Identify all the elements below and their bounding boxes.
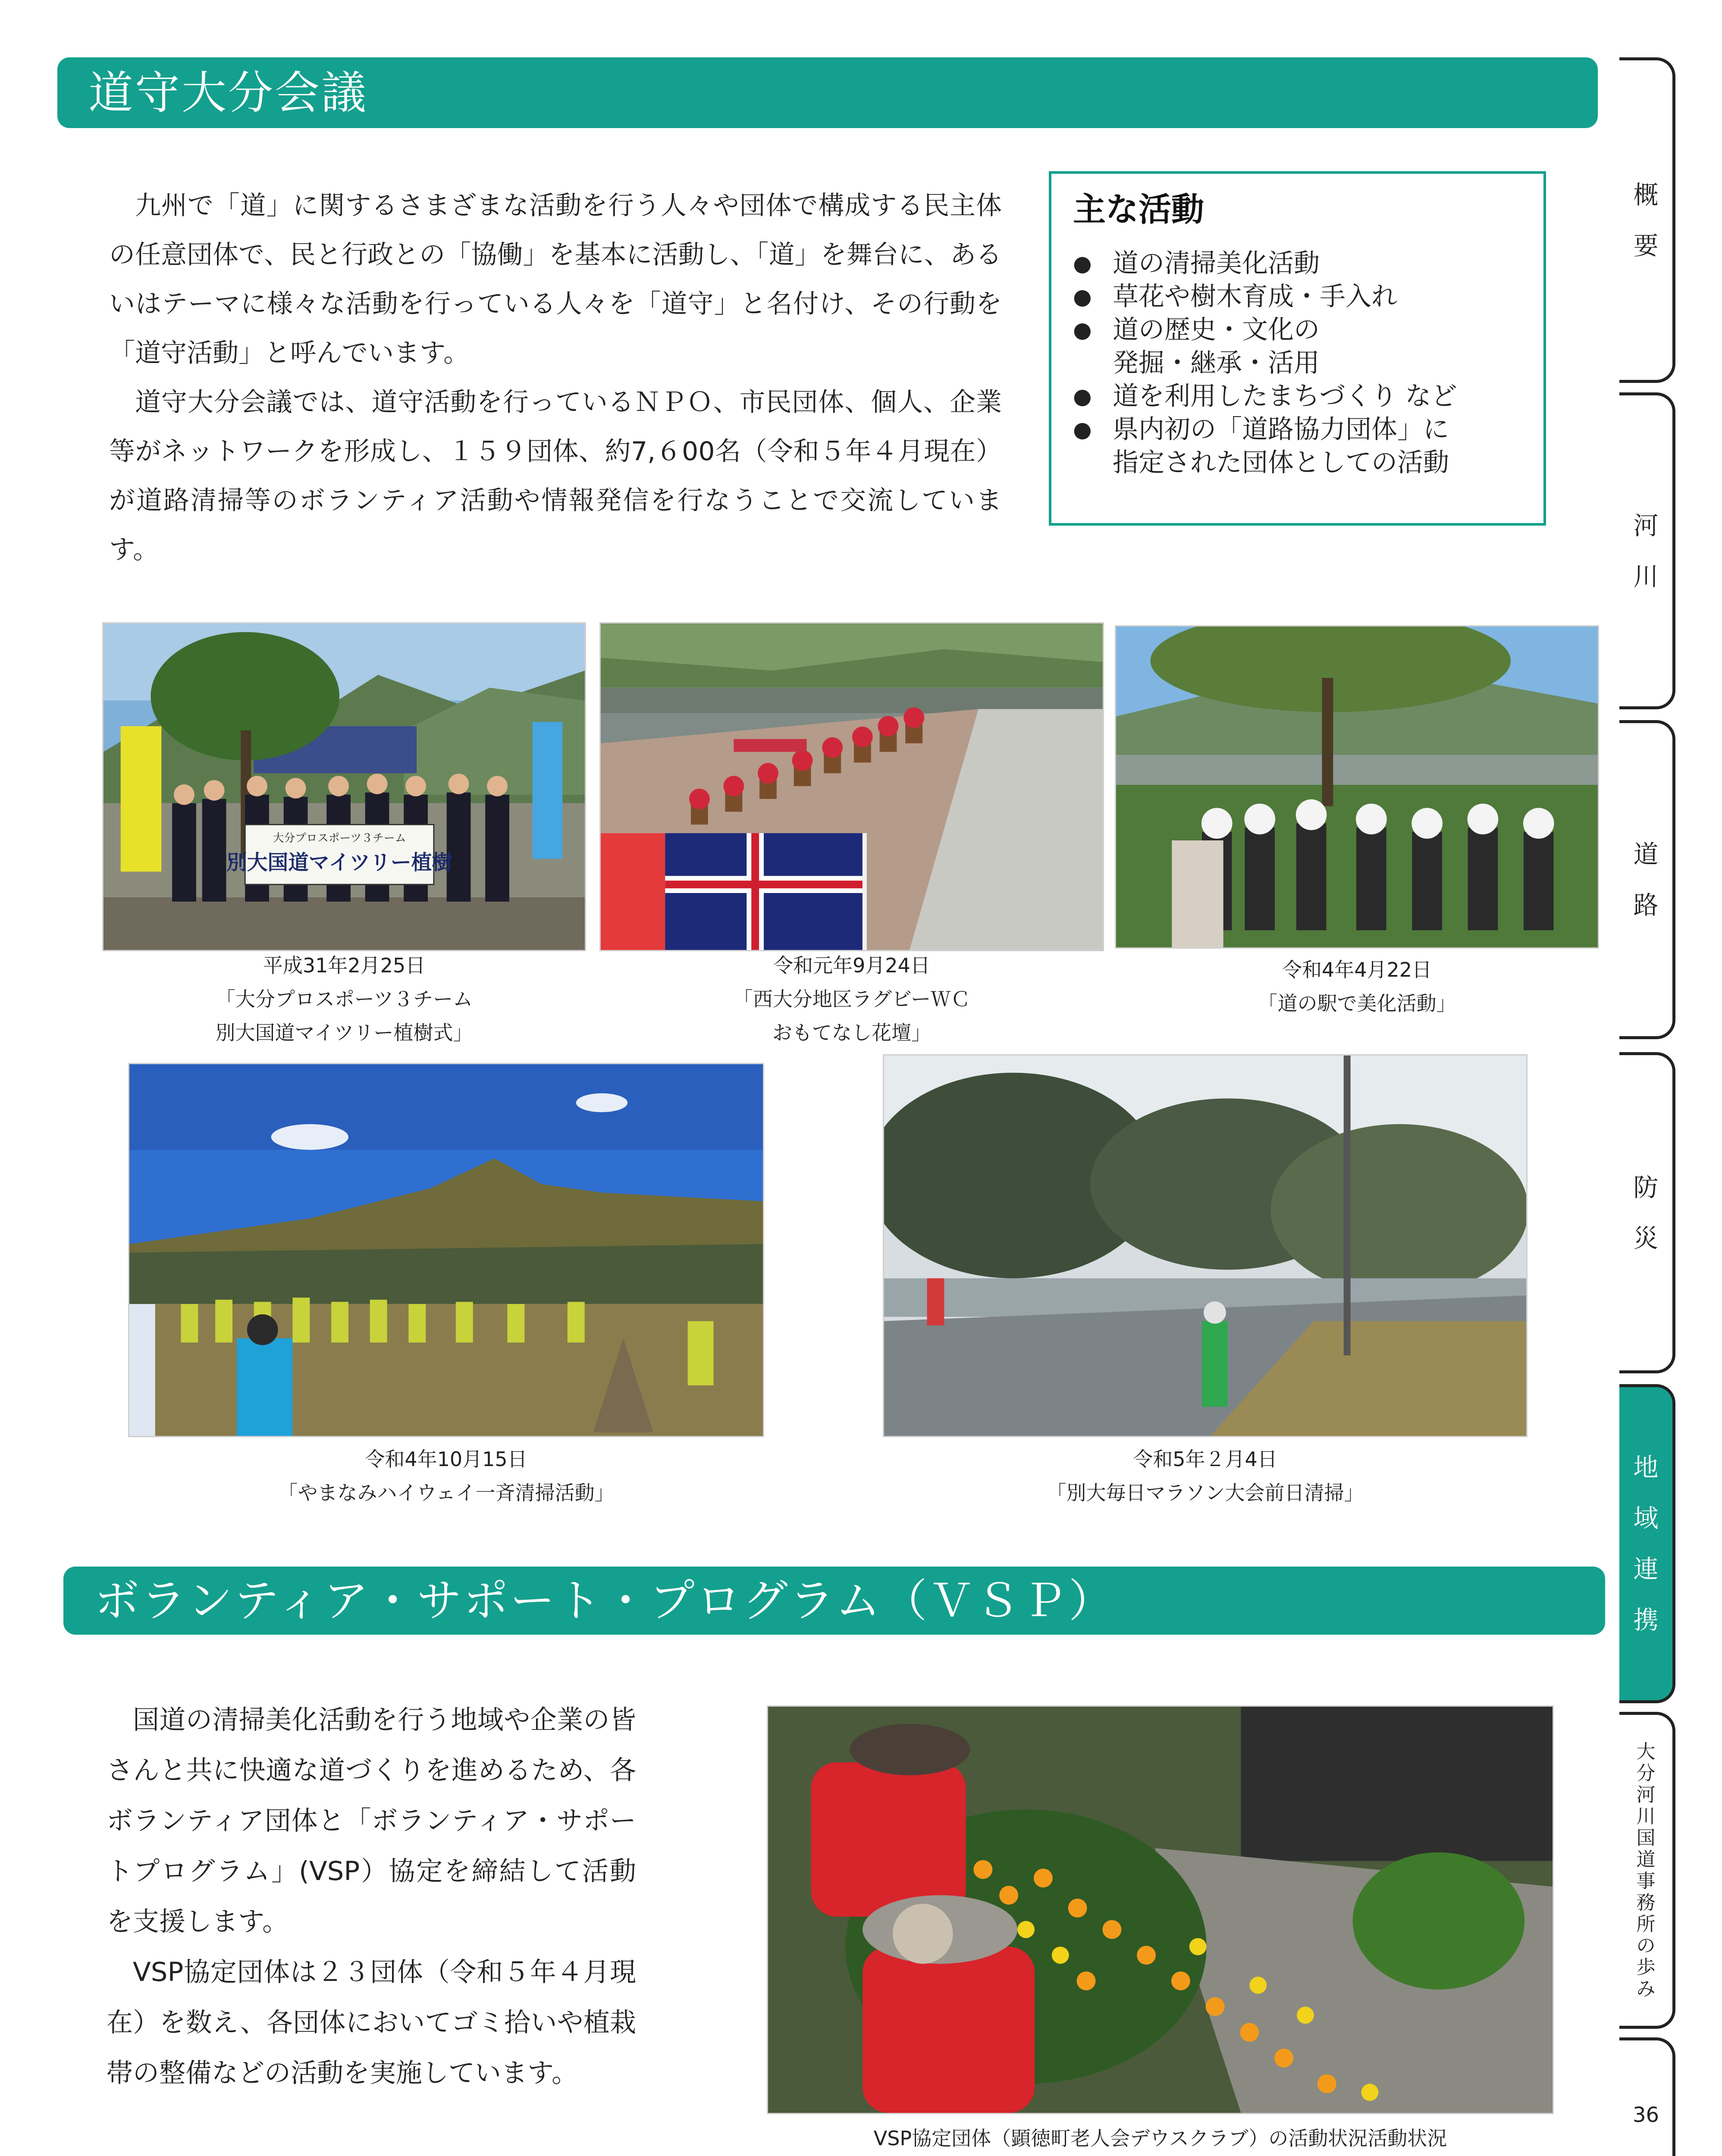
activity-item: ● 道の歴史・文化の 発掘・継承・活用: [1073, 313, 1457, 380]
section-title: 道守大分会議: [88, 66, 368, 119]
photo-caption-1: 平成31年2月25日 「大分プロスポーツ３チーム 別大国道マイツリー植樹式」: [215, 954, 473, 1044]
tab-overview[interactable]: 概 要: [1619, 57, 1675, 383]
photo-caption-4: 令和4年10月15日 「やまなみハイウェイ一斉清掃活動」: [278, 1448, 615, 1504]
photo-roadside-station: [1115, 625, 1599, 949]
banner-subtitle: 大分プロスポーツ３チーム: [273, 832, 406, 845]
tab-rivers[interactable]: 河 川: [1619, 392, 1675, 709]
section-header-michimori: [57, 57, 1598, 128]
photo-caption-2: 令和元年9月24日 「西大分地区ラグビーＷＣ おもてなし花壇」: [733, 954, 971, 1044]
photo-caption-5: 令和5年２月4日 「別大毎日マラソン大会前日清掃」: [1046, 1448, 1364, 1504]
photo-marathon-cleanup: [883, 1054, 1528, 1437]
tab-disaster-prevention[interactable]: 防 災: [1619, 1052, 1675, 1373]
activity-item: ● 道の清掃美化活動: [1073, 247, 1457, 280]
vsp-text: [107, 1695, 636, 2098]
photo-vsp-activity: [767, 1705, 1554, 2114]
vsp-paragraph-2: VSP協定団体は２３団体（令和５年４月現在）を数え、各団体においてゴミ拾いや植栽帯の整備などの活動を実施しています。: [107, 1957, 636, 2088]
section-header-vsp: [63, 1567, 1605, 1635]
page-number: 36: [1632, 2103, 1659, 2127]
photo-flower-bed: [599, 622, 1104, 951]
activity-item: ● 県内初の「道路協力団体」に 指定された団体としての活動: [1073, 413, 1457, 479]
activity-item: ● 道を利用したまちづくり など: [1073, 380, 1457, 413]
activities-list: [1073, 247, 1457, 479]
tab-office-history[interactable]: 大 分 河 川 国 道 事 務 所 の 歩 み: [1619, 1712, 1675, 2029]
photo-tree-planting: [102, 622, 586, 951]
banner-title: 別大国道マイツリー植樹: [226, 851, 453, 875]
tab-roads[interactable]: 道 路: [1619, 720, 1675, 1039]
tab-regional-cooperation[interactable]: 地 域 連 携: [1619, 1384, 1675, 1703]
intro-paragraph-1: 九州で「道」に関するさまざまな活動を行う人々や団体で構成する民主体の任意団体で、民と行政との「協働」を基本に活動し、「道」を舞台に、あるいはテーマに様々な活動を行っている人々を「道守」と名付け、その行動を「道守活動」と呼んでいます。: [109, 191, 1002, 368]
page-number-box: [1619, 2037, 1675, 2156]
intro-paragraph-2: 道守大分会議では、道守活動を行っているＮＰＯ、市民団体、個人、企業等がネットワークを形成し、１５９団体、約7,６00名（令和５年４月現在）が道路清掃等のボランティア活動や情報発信を行なうことで交流しています。: [109, 387, 1002, 565]
activity-item: ● 草花や樹木育成・手入れ: [1073, 280, 1457, 313]
photo-caption-vsp: VSP協定団体（顕徳町老人会デウスクラブ）の活動状況活動状況: [873, 2127, 1447, 2150]
activities-title: 主な活動: [1073, 190, 1204, 229]
photo-highway-cleanup: [128, 1063, 764, 1437]
main-activities-box: [1049, 171, 1546, 526]
vsp-paragraph-1: 国道の清掃美化活動を行う地域や企業の皆さんと共に快適な道づくりを進めるため、各ボランティア団体と「ボランティア・サポートプログラム」(VSP）協定を締結して活動を支援します。: [107, 1705, 636, 1937]
section-title: ボランティア・サポート・プログラム（ＶＳＰ）: [94, 1574, 1115, 1627]
intro-text: [109, 181, 1002, 574]
photo-caption-3: 令和4年4月22日 「道の駅で美化活動」: [1258, 958, 1456, 1015]
